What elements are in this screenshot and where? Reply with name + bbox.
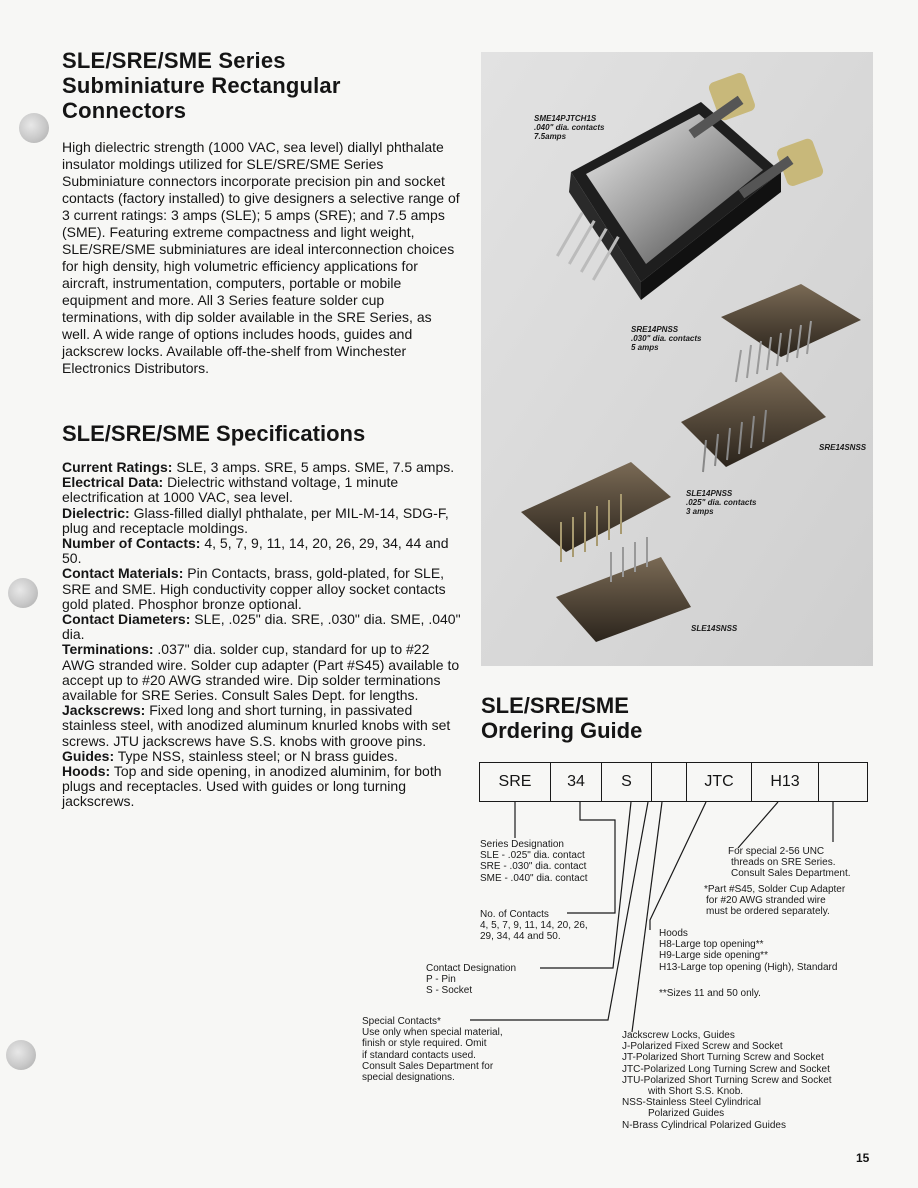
label-sle-snss: SLE14SNSS xyxy=(691,624,738,633)
label-sme: SME14PJTCH1S .040" dia. contacts 7.5amps xyxy=(534,114,605,141)
spec-contact-diameters: Contact Diameters: SLE, .025" dia. SRE, .030" dia. SME, .040" dia. xyxy=(62,611,461,643)
specifications-heading: SLE/SRE/SME Specifications xyxy=(62,421,366,446)
label-sre: SRE14PNSS .030" dia. contacts 5 amps xyxy=(631,325,702,352)
spec-current-ratings: Current Ratings: SLE, 3 amps. SRE, 5 amps. SME, 7.5 amps. xyxy=(62,459,455,475)
guide-special-contacts: Special Contacts* Use only when special material, finish or style required. Omit if standard contacts used. Consult Sales Department for special designations. xyxy=(362,1016,503,1084)
label-sle: SLE14PNSS .025" dia. contacts 3 amps xyxy=(686,489,757,516)
spec-number-of-contacts: Number of Contacts: 4, 5, 7, 9, 11, 14, 20, 26, 29, 34, 44 and 50. xyxy=(62,535,449,567)
guide-unc-threads: For special 2-56 UNC threads on SRE Series. Consult Sales Department. xyxy=(728,846,851,880)
guide-jackscrew-locks: Jackscrew Locks, Guides J-Polarized Fixed Screw and Socket JT-Polarized Short Turning Screw and Socket JTC-Polarized Long Turning Screw and Socket JTU-Polarized Short Turning Screw and Socket with Short S.S. Knob. NSS-Stainless Steel Cylindrical Polarized Guides N-Brass Cylindrical Polarized Guides xyxy=(622,1030,832,1131)
guide-number-of-contacts: No. of Contacts 4, 5, 7, 9, 11, 14, 20, 26, 29, 34, 44 and 50. xyxy=(480,909,588,943)
spec-electrical-data: Electrical Data: Dielectric withstand voltage, 1 minute electrification at 1000 VAC, sea level. xyxy=(62,474,399,506)
label-sre-snss: SRE14SNSS xyxy=(819,443,867,452)
spec-hoods: Hoods: Top and side opening, in anodized aluminim, for both plugs and receptacles. Used with guides or long turning jackscrews. xyxy=(62,763,442,810)
page-title: SLE/SRE/SME Series Subminiature Rectangular Connectors xyxy=(62,48,341,123)
spec-jackscrews: Jackscrews: Fixed long and short turning, in passivated stainless steel, with anodized aluminum knurled knobs with set screws. JTU jackscrews have S.S. knobs with groove pins. xyxy=(62,702,451,749)
code-box-series: SRE xyxy=(479,762,551,802)
page-number: 15 xyxy=(856,1151,870,1165)
spec-guides: Guides: Type NSS, stainless steel; or N brass guides. xyxy=(62,747,398,764)
code-box-contacts: 34 xyxy=(550,762,602,802)
spec-terminations: Terminations: .037" dia. solder cup, standard for up to #22 AWG stranded wire. Solder cup adapter (Part #S45) available to accept up to #20 AWG stranded wire. Dip solder terminations available for SRE Series. Consult Sales Dept. for lengths. xyxy=(62,641,460,704)
code-box-hood: H13 xyxy=(751,762,819,802)
spec-dielectric: Dielectric: Glass-filled diallyl phthalate, per MIL-M-14, SDG-F, plug and receptacle moldings. xyxy=(62,504,449,536)
intro-paragraph: High dielectric strength (1000 VAC, sea level) diallyl phthalate insulator moldings utilized for SLE/SRE/SME Series Subminiature connectors incorporate precision pin and socket contacts (factory installed) to give designers a selective range of 3 current ratings: 3 amps (SLE); 5 amps (SRE); and 7.5 amps (SME). Featuring extreme compactness and light weight, SLE/SRE/SME subminiatures are ideal interconnection choices for high density, high volumetric efficiency applications for aircraft, instrumentation, computers, portable or mobile equipment and more. All 3 Series feature solder cup terminations, with dip solder available in the SRE Series, as well. A wide range of options includes hoods, guides and jackscrew locks. Available off-the-shelf from Winchester Electronics Distributors. xyxy=(62,139,460,376)
guide-hoods: Hoods H8-Large top opening** H9-Large side opening** H13-Large top opening (High), Standard xyxy=(659,928,838,973)
code-box-designation: S xyxy=(601,762,652,802)
guide-contact-designation: Contact Designation P - Pin S - Socket xyxy=(426,963,517,997)
ordering-guide-heading: SLE/SRE/SME Ordering Guide xyxy=(481,693,643,743)
guide-sizes-note: **Sizes 11 and 50 only. xyxy=(659,988,761,999)
guide-series-designation: Series Designation SLE - .025" dia. contact SRE - .030" dia. contact SME - .040" dia. contact xyxy=(480,839,588,884)
guide-solder-cup-note: *Part #S45, Solder Cup Adapter for #20 AWG stranded wire must be ordered separately. xyxy=(704,884,846,918)
spec-contact-materials: Contact Materials: Pin Contacts, brass, gold-plated, for SLE, SRE and SME. High conductivity copper alloy socket contacts gold plated. Phosphor bronze optional. xyxy=(62,565,446,612)
code-box-jackscrew: JTC xyxy=(686,762,752,802)
